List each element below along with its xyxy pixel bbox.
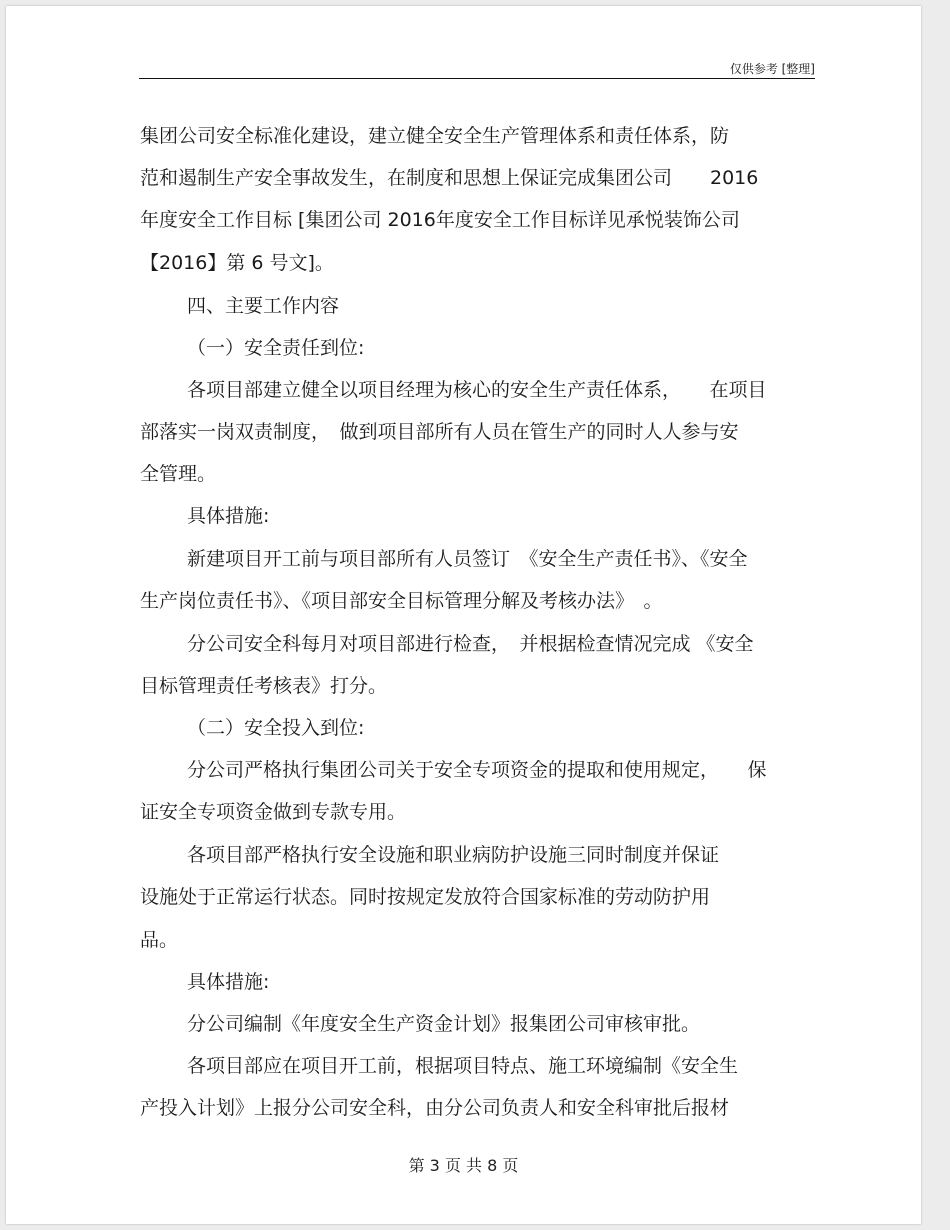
subsection-heading: （二）安全投入到位:	[187, 717, 365, 739]
body-line: 设施处于正常运行状态。同时按规定发放符合国家标准的劳动防护用	[140, 886, 711, 908]
body-line: 各项目部建立健全以项目经理为核心的安全生产责任体系， 在项目	[187, 379, 767, 401]
page-header: 仅供参考 [整理]	[729, 62, 815, 76]
body-line: 各项目部严格执行安全设施和职业病防护设施三同时制度并保证	[187, 844, 720, 866]
body-line: 分公司严格执行集团公司关于安全专项资金的提取和使用规定， 保	[187, 759, 767, 781]
page-number-label: 第 3 页 共 8 页	[408, 1156, 519, 1175]
body-line: 生产岗位责任书》、《项目部安全目标管理分解及考核办法》 。	[140, 590, 663, 612]
body-line: 证安全专项资金做到专款专用。	[140, 801, 407, 823]
body-line: 分公司安全科每月对项目部进行检查， 并根据检查情况完成 《安全	[187, 633, 754, 655]
document-page	[6, 6, 921, 1224]
body-line: 集团公司安全标准化建设，建立健全安全生产管理体系和责任体系，防	[140, 125, 730, 147]
body-line: 具体措施:	[187, 971, 270, 993]
header-rule	[139, 78, 815, 79]
page-footer	[6, 1156, 921, 1176]
section-heading: 四、主要工作内容	[187, 295, 340, 317]
body-line: 【2016】第 6 号文]。	[140, 252, 334, 274]
body-line: 产投入计划》上报分公司安全科，由分公司负责人和安全科审批后报材	[140, 1097, 730, 1119]
body-line: 部落实一岗双责制度， 做到项目部所有人员在管生产的同时人人参与安	[140, 421, 739, 443]
body-line: 新建项目开工前与项目部所有人员签订 《安全生产责任书》、《安全	[187, 548, 748, 570]
body-line: 具体措施:	[187, 505, 270, 527]
body-line: 各项目部应在项目开工前，根据项目特点、施工环境编制《安全生	[187, 1055, 739, 1077]
body-line: 分公司编制《年度安全生产资金计划》报集团公司审核审批。	[187, 1013, 701, 1035]
body-line: 品。	[140, 929, 179, 951]
body-line: 范和遏制生产安全事故发生，在制度和思想上保证完成集团公司 2016	[140, 167, 759, 189]
body-line: 全管理。	[140, 463, 217, 485]
subsection-heading: （一）安全责任到位:	[187, 337, 365, 359]
body-line: 目标管理责任考核表》打分。	[140, 675, 388, 697]
body-line: 年度安全工作目标 [集团公司 2016年度安全工作目标详见承悦装饰公司	[140, 209, 740, 231]
